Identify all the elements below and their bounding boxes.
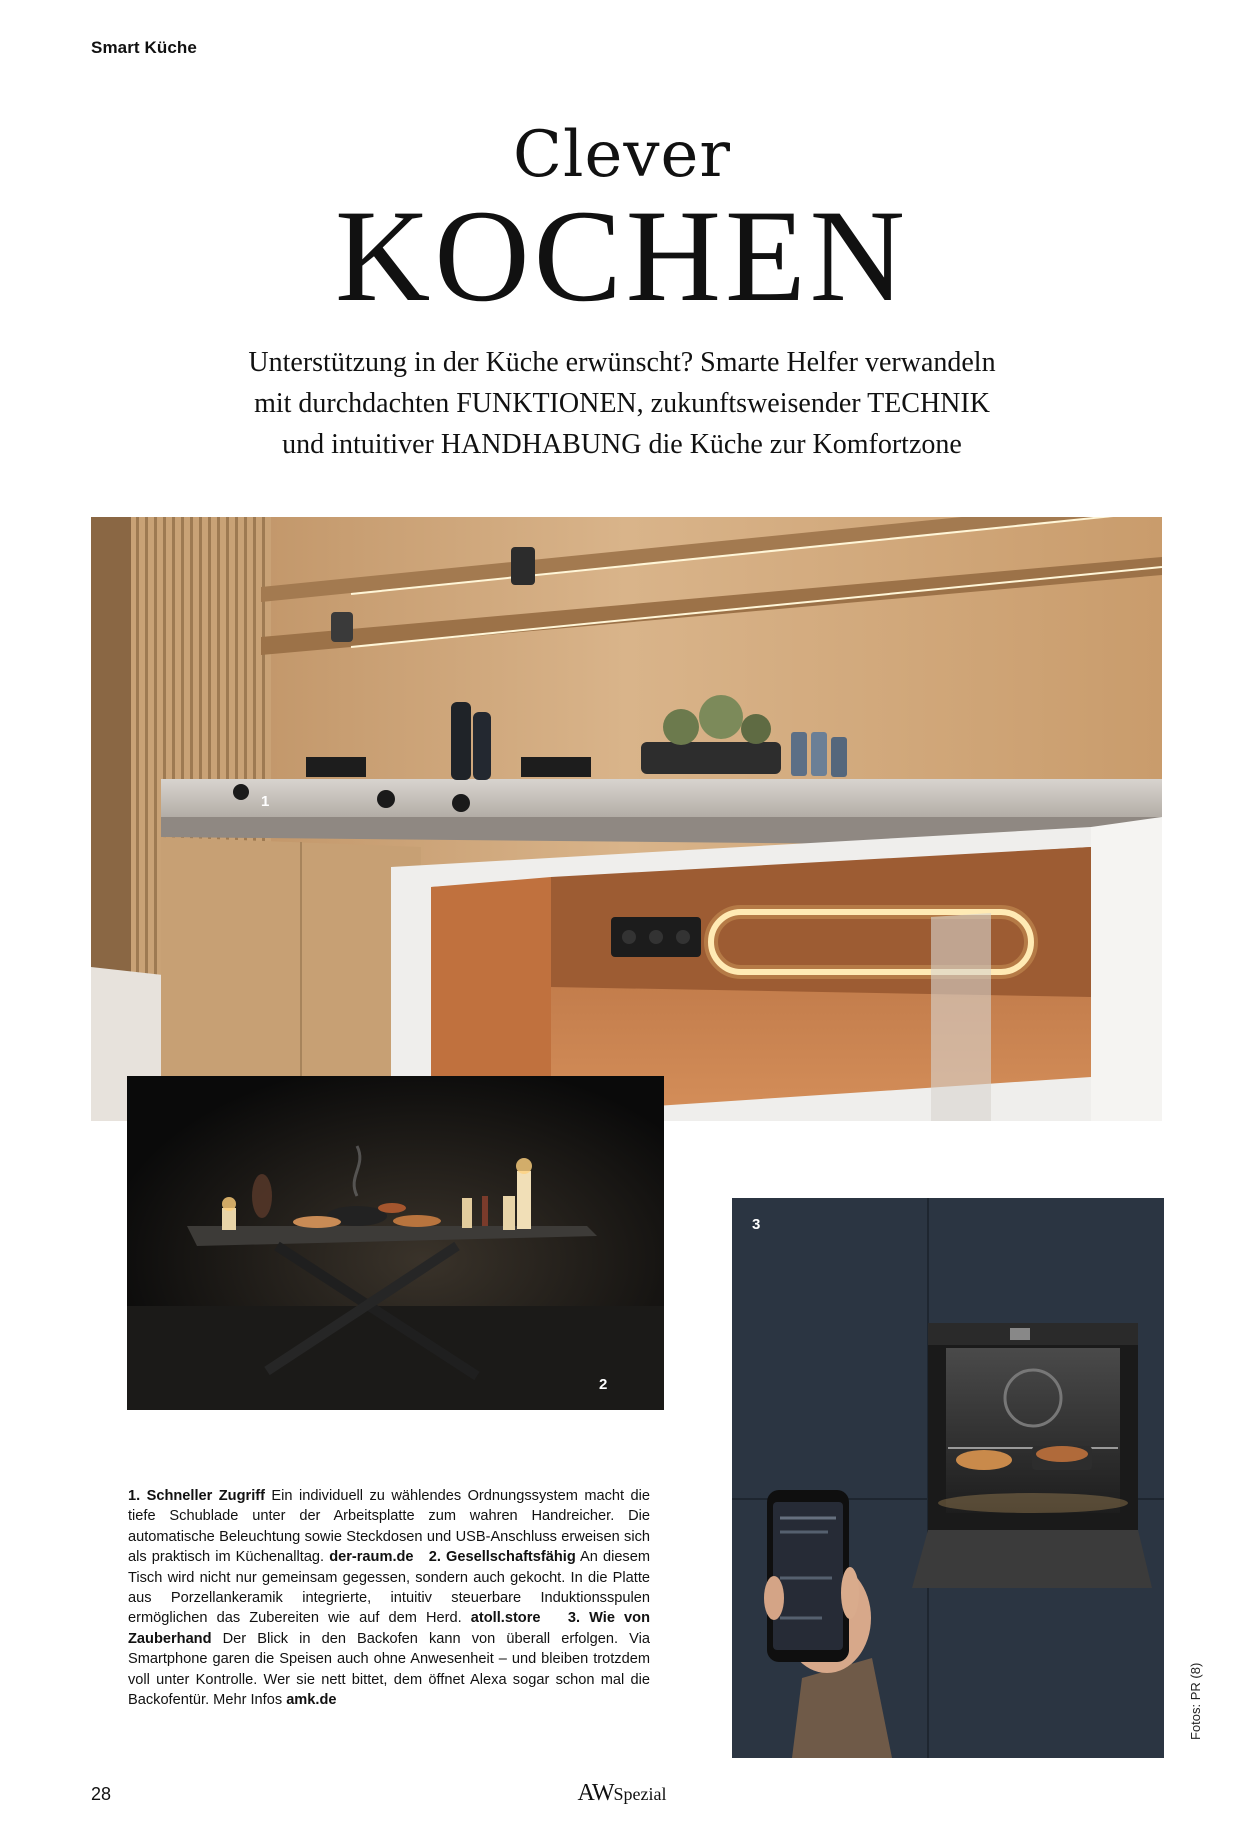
caption-title: 2. Gesellschaftsfähig	[428, 1549, 576, 1566]
caption-text: An diesem Tisch wird nicht nur gemeinsam gegessen, sondern auch gekocht. In die Platte aus Porzellankeramik integrierte, intuitiv steuerbare Induktionsspulen ermöglichen das Zubereiten wie auf dem Herd.	[128, 1549, 650, 1627]
headline-large: KOCHEN	[335, 182, 909, 329]
kitchen-drawer-photo	[91, 517, 1162, 1121]
caption-text: Ein individuell zu wählendes Ordnungssystem macht die tiefe Schublade unter der Arbeitsplatte zum wahren Handreicher. Die automatische Beleuchtung sowie Steckdosen und USB-Anschluss erweisen sich als praktisch im Küchenalltag.	[128, 1488, 650, 1566]
caption-link[interactable]: der-raum.de	[329, 1549, 414, 1566]
standfirst	[150, 342, 1094, 465]
caption-title: 3. Wie von Zauberhand	[128, 1610, 650, 1647]
headline-small: Clever	[513, 118, 731, 192]
page-number: 28	[91, 1784, 112, 1804]
standfirst-line: mit durchdachten FUNKTIONEN, zukunftsweisender TECHNIK	[254, 388, 990, 419]
dining-table-photo	[127, 1076, 664, 1410]
magazine-logo	[0, 1780, 1244, 1807]
smart-oven-photo	[732, 1198, 1164, 1758]
standfirst-line: Unterstützung in der Küche erwünscht? Smarte Helfer verwandeln	[248, 347, 996, 378]
photo-number: 3	[752, 1216, 761, 1233]
brand-suffix: Spezial	[613, 1784, 667, 1804]
brand-name: AW	[577, 1780, 614, 1806]
photo-number: 1	[261, 793, 270, 810]
photo-credit: Fotos: PR (8)	[1188, 1662, 1203, 1740]
caption-link[interactable]: amk.de	[286, 1692, 337, 1709]
photo-number: 2	[599, 1376, 608, 1393]
caption-link[interactable]: atoll.store	[470, 1610, 541, 1627]
caption-text: Der Blick in den Backofen kann von überall erfolgen. Via Smartphone garen die Speisen auch ohne Anwesenheit – und bleiben trotzdem voll unter Kontrolle. Wer sie nett bittet, dem öffnet Alexa sogar schon mal die Backofentür. Mehr Infos	[128, 1630, 650, 1709]
caption-title: 1. Schneller Zugriff	[128, 1488, 265, 1504]
standfirst-line: und intuitiver HANDHABUNG die Küche zur Komfortzone	[282, 429, 962, 460]
section-label: Smart Küche	[91, 38, 197, 57]
photo-captions	[128, 1486, 650, 1710]
